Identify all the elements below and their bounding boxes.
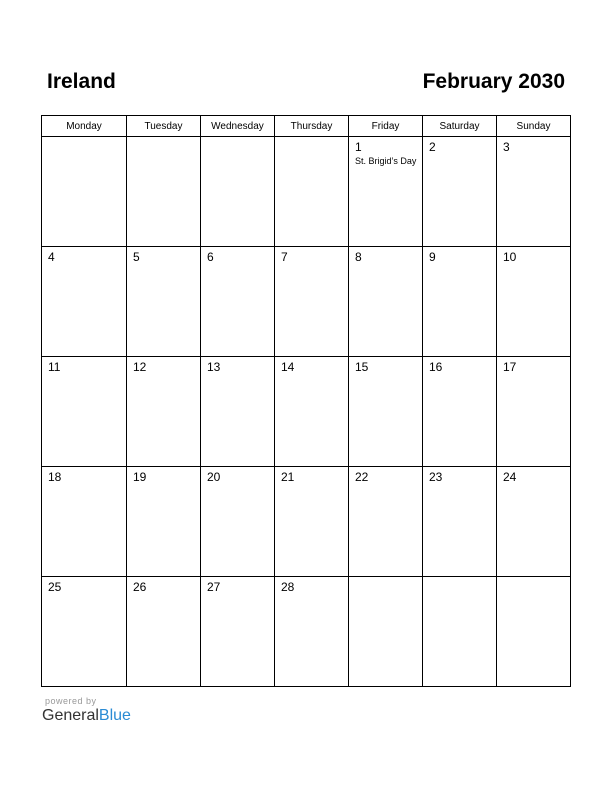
month-year-title: February 2030 <box>422 70 565 93</box>
day-cell <box>275 137 349 247</box>
day-cell <box>423 137 497 247</box>
day-number: 27 <box>207 580 221 594</box>
week-row <box>42 357 571 467</box>
day-cell <box>42 357 127 467</box>
day-number: 26 <box>133 580 147 594</box>
day-number: 24 <box>503 470 517 484</box>
day-cell <box>127 577 201 687</box>
day-cell <box>423 247 497 357</box>
brand-footer <box>42 696 131 725</box>
logo-blue-text: Blue <box>98 707 131 724</box>
powered-by-text: powered by <box>45 696 97 706</box>
day-number: 4 <box>48 250 55 264</box>
weekday-header-wednesday: Wednesday <box>201 116 275 137</box>
day-cell <box>423 577 497 687</box>
day-number: 22 <box>355 470 369 484</box>
day-cell <box>423 467 497 577</box>
day-number: 23 <box>429 470 443 484</box>
day-cell <box>201 577 275 687</box>
calendar-grid <box>41 115 571 687</box>
week-row <box>42 137 571 247</box>
day-number: 5 <box>133 250 140 264</box>
day-number: 2 <box>429 140 436 154</box>
day-cell <box>201 137 275 247</box>
day-cell <box>497 357 571 467</box>
week-row <box>42 577 571 687</box>
day-cell <box>42 137 127 247</box>
day-number: 6 <box>207 250 214 264</box>
day-cell <box>275 577 349 687</box>
day-cell <box>349 577 423 687</box>
weekday-header-saturday: Saturday <box>423 116 497 137</box>
day-cell <box>201 357 275 467</box>
day-cell <box>127 467 201 577</box>
day-cell <box>349 357 423 467</box>
week-row <box>42 247 571 357</box>
weekday-header-thursday: Thursday <box>275 116 349 137</box>
day-cell <box>497 247 571 357</box>
day-cell <box>275 357 349 467</box>
day-cell <box>423 357 497 467</box>
day-number: 16 <box>429 360 443 374</box>
day-number: 8 <box>355 250 362 264</box>
day-number: 13 <box>207 360 221 374</box>
day-number: 17 <box>503 360 517 374</box>
day-number: 1 <box>355 140 362 154</box>
day-number: 25 <box>48 580 62 594</box>
day-number: 11 <box>48 360 61 374</box>
holiday-label: St. Brigid’s Day <box>355 156 417 166</box>
day-cell <box>275 247 349 357</box>
logo-general-text: General <box>42 707 99 724</box>
day-cell <box>42 247 127 357</box>
weekday-header-monday: Monday <box>42 116 127 137</box>
day-number: 28 <box>281 580 295 594</box>
weekday-header-friday: Friday <box>349 116 423 137</box>
day-cell <box>127 357 201 467</box>
day-cell <box>42 467 127 577</box>
day-cell <box>349 247 423 357</box>
day-cell <box>42 577 127 687</box>
day-number: 3 <box>503 140 510 154</box>
day-cell <box>497 467 571 577</box>
country-title: Ireland <box>47 70 116 93</box>
day-number: 7 <box>281 250 288 264</box>
weekday-header-row <box>42 116 571 137</box>
day-cell <box>349 137 423 247</box>
day-cell <box>497 137 571 247</box>
weekday-header-sunday: Sunday <box>497 116 571 137</box>
day-cell <box>275 467 349 577</box>
day-number: 12 <box>133 360 147 374</box>
weekday-header-tuesday: Tuesday <box>127 116 201 137</box>
day-number: 15 <box>355 360 369 374</box>
day-cell <box>127 137 201 247</box>
day-cell <box>201 247 275 357</box>
day-number: 18 <box>48 470 62 484</box>
day-number: 19 <box>133 470 147 484</box>
day-cell <box>349 467 423 577</box>
week-row <box>42 467 571 577</box>
day-cell <box>127 247 201 357</box>
day-cell <box>497 577 571 687</box>
day-number: 20 <box>207 470 221 484</box>
day-number: 21 <box>281 470 295 484</box>
generalblue-logo <box>42 707 131 725</box>
day-number: 10 <box>503 250 517 264</box>
day-number: 9 <box>429 250 436 264</box>
day-number: 14 <box>281 360 295 374</box>
day-cell <box>201 467 275 577</box>
